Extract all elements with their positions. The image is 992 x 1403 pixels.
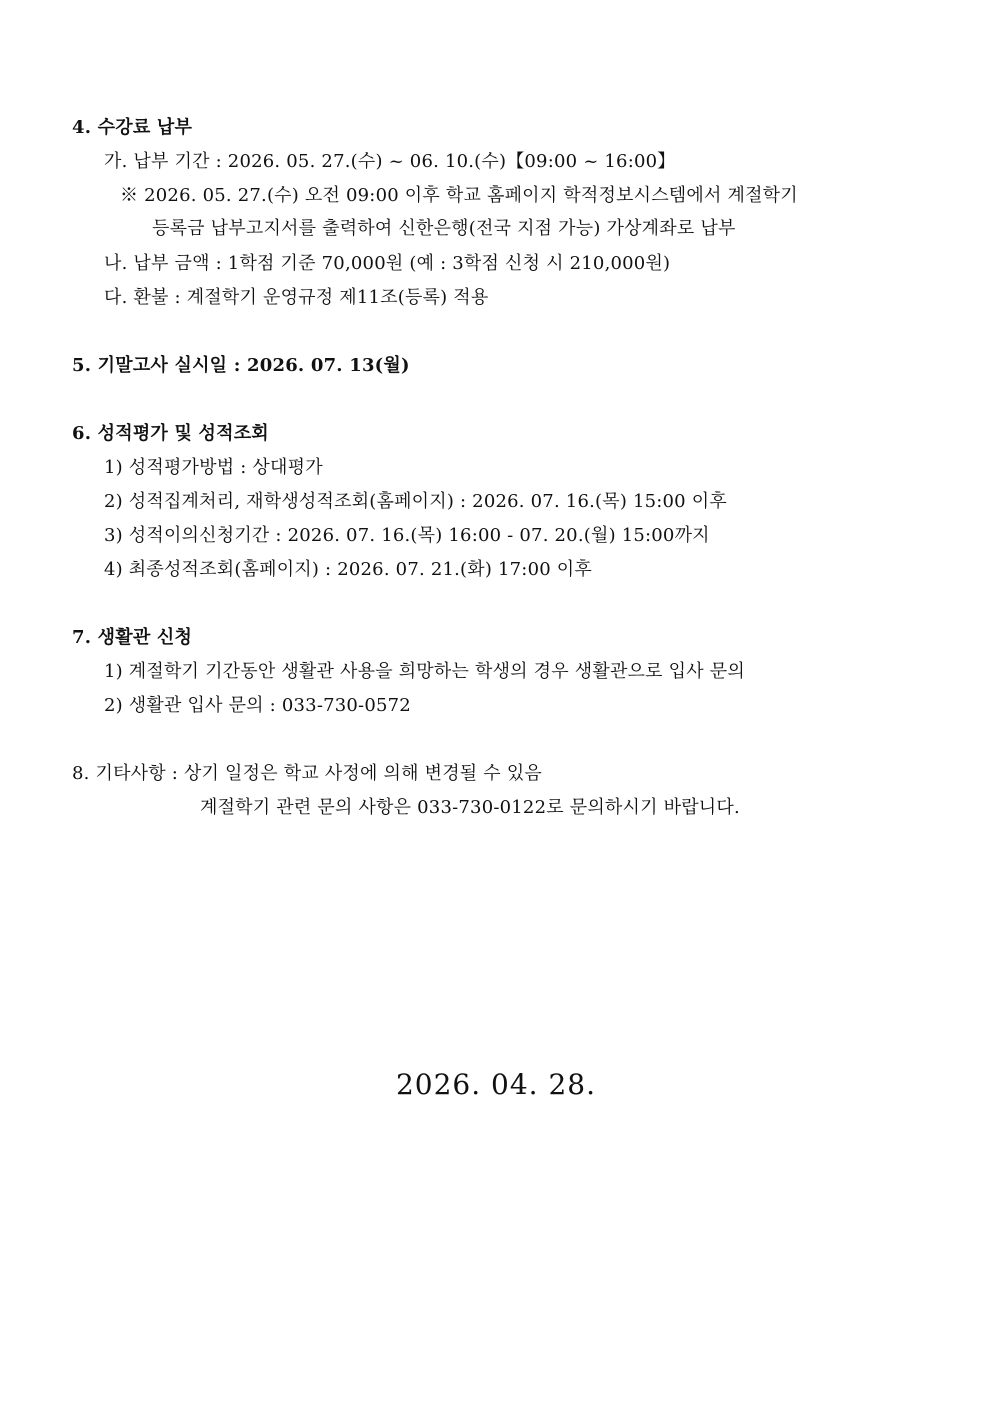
section7-item: 2) 생활관 입사 문의 : 033-730-0572 (104, 695, 411, 716)
section4-heading: 4. 수강료 납부 (72, 117, 193, 138)
section4-refund: 다. 환불 : 계절학기 운영규정 제11조(등록) 적용 (104, 287, 489, 308)
section8-line2: 계절학기 관련 문의 사항은 033-730-0122로 문의하시기 바랍니다. (200, 797, 740, 818)
section6-item: 2) 성적집계처리, 재학생성적조회(홈페이지) : 2026. 07. 16.(목) 15:00 이후 (104, 491, 727, 512)
section6-heading: 6. 성적평가 및 성적조회 (72, 423, 269, 444)
section7-heading: 7. 생활관 신청 (72, 627, 193, 648)
document-date: 2026. 04. 28. (395, 1068, 597, 1101)
section6-item: 3) 성적이의신청기간 : 2026. 07. 16.(목) 16:00 - 07. 20.(월) 15:00까지 (104, 525, 710, 546)
section4-payment-period: 가. 납부 기간 : 2026. 05. 27.(수) ~ 06. 10.(수)【09:00 ~ 16:00】 (104, 151, 676, 172)
section6-item: 4) 최종성적조회(홈페이지) : 2026. 07. 21.(화) 17:00 이후 (104, 559, 592, 580)
section8-line1: 8. 기타사항 : 상기 일정은 학교 사정에 의해 변경될 수 있음 (72, 763, 542, 784)
section5-heading: 5. 기말고사 실시일 : 2026. 07. 13(월) (72, 355, 410, 376)
section6-item: 1) 성적평가방법 : 상대평가 (104, 457, 323, 478)
section4-note-line2: 등록금 납부고지서를 출력하여 신한은행(전국 지점 가능) 가상계좌로 납부 (152, 218, 736, 239)
section7-item: 1) 계절학기 기간동안 생활관 사용을 희망하는 학생의 경우 생활관으로 입사 문의 (104, 661, 745, 682)
section4-note-line1: ※ 2026. 05. 27.(수) 오전 09:00 이후 학교 홈페이지 학적정보시스템에서 계절학기 (120, 185, 798, 206)
section4-payment-amount: 나. 납부 금액 : 1학점 기준 70,000원 (예 : 3학점 신청 시 210,000원) (104, 253, 671, 274)
